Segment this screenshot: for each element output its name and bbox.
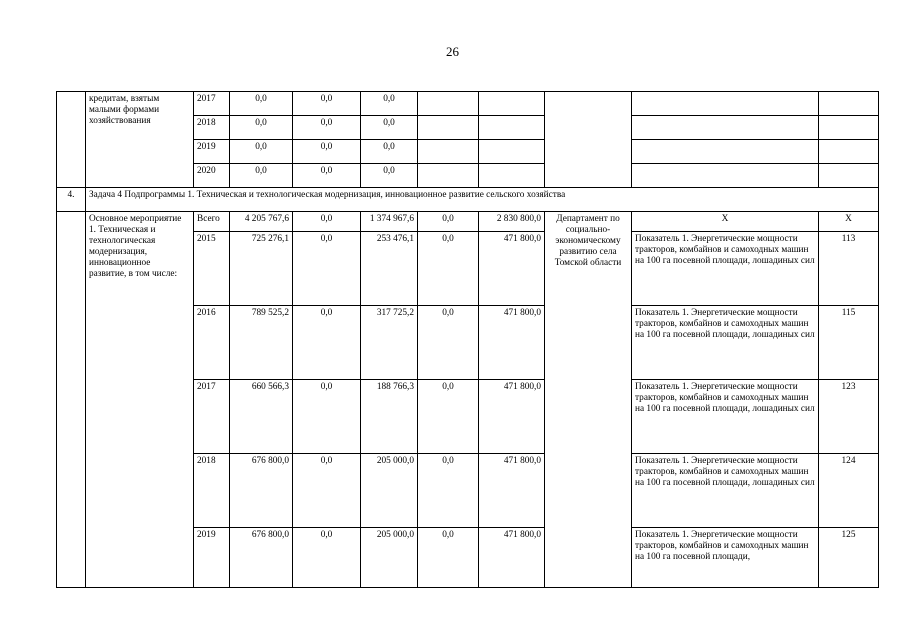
empty-cell <box>418 140 479 164</box>
indicator-cell: Показатель 1. Энергетические мощности тракторов, комбайнов и самоходных машин на 100 га посевной площади, <box>632 528 819 588</box>
indicator-cell <box>632 140 819 164</box>
federal-cell: 0,0 <box>293 380 361 454</box>
empty-cell <box>479 92 545 116</box>
year-cell: 2017 <box>194 380 230 454</box>
federal-cell: 0,0 <box>293 232 361 306</box>
total-cell: 676 800,0 <box>230 528 293 588</box>
page-number: 26 <box>446 44 459 59</box>
value-cell: 0,0 <box>293 164 361 188</box>
total-cell: 789 525,2 <box>230 306 293 380</box>
empty-cell <box>418 116 479 140</box>
department-cell <box>545 92 632 188</box>
indicator-cell: Показатель 1. Энергетические мощности тракторов, комбайнов и самоходных машин на 100 га посевной площади, лошадиных сил <box>632 380 819 454</box>
indicator-value-cell: 115 <box>819 306 879 380</box>
indicator-value-cell <box>819 92 879 116</box>
local-cell: 0,0 <box>418 454 479 528</box>
value-cell: 0,0 <box>230 116 293 140</box>
indicator-cell: Х <box>632 212 819 232</box>
indicator-cell: Показатель 1. Энергетические мощности тракторов, комбайнов и самоходных машин на 100 га посевной площади, лошадиных сил <box>632 232 819 306</box>
value-cell: 0,0 <box>293 140 361 164</box>
value-cell: 0,0 <box>361 116 418 140</box>
empty-cell <box>418 92 479 116</box>
department-cell: Департамент по социально-экономическому развитию села Томской области <box>545 212 632 588</box>
empty-cell <box>479 164 545 188</box>
indicator-value-cell <box>819 164 879 188</box>
local-cell: 0,0 <box>418 232 479 306</box>
regional-cell: 253 476,1 <box>361 232 418 306</box>
local-cell: 0,0 <box>418 306 479 380</box>
year-cell: 2019 <box>194 528 230 588</box>
task-title: Задача 4 Подпрограммы 1. Техническая и технологическая модернизация, инновационное развитие сельского хозяйства <box>86 188 879 212</box>
local-cell: 0,0 <box>418 528 479 588</box>
regional-cell: 205 000,0 <box>361 528 418 588</box>
empty-cell <box>479 140 545 164</box>
year-cell: 2016 <box>194 306 230 380</box>
indicator-value-cell: 125 <box>819 528 879 588</box>
measure-description: Основное мероприятие 1. Техническая и технологическая модернизация, инновационное развитие, в том числе: <box>86 212 194 588</box>
row-number-cell <box>57 92 86 188</box>
total-cell: 4 205 767,6 <box>230 212 293 232</box>
year-cell: 2017 <box>194 92 230 116</box>
empty-cell <box>479 116 545 140</box>
empty-cell <box>418 164 479 188</box>
total-cell: 676 800,0 <box>230 454 293 528</box>
year-cell: 2020 <box>194 164 230 188</box>
value-cell: 0,0 <box>293 92 361 116</box>
year-cell: 2018 <box>194 454 230 528</box>
year-cell: 2019 <box>194 140 230 164</box>
regional-cell: 188 766,3 <box>361 380 418 454</box>
total-cell: 725 276,1 <box>230 232 293 306</box>
extra-cell: 2 830 800,0 <box>479 212 545 232</box>
year-cell: 2015 <box>194 232 230 306</box>
indicator-cell: Показатель 1. Энергетические мощности тракторов, комбайнов и самоходных машин на 100 га посевной площади, лошадиных сил <box>632 306 819 380</box>
indicator-value-cell <box>819 140 879 164</box>
extra-cell: 471 800,0 <box>479 380 545 454</box>
indicator-cell <box>632 164 819 188</box>
description-cell: кредитам, взятым малыми формами хозяйствования <box>86 92 194 188</box>
indicator-cell <box>632 92 819 116</box>
local-cell: 0,0 <box>418 380 479 454</box>
extra-cell: 471 800,0 <box>479 528 545 588</box>
value-cell: 0,0 <box>293 116 361 140</box>
regional-cell: 317 725,2 <box>361 306 418 380</box>
table-row <box>57 92 879 116</box>
local-cell: 0,0 <box>418 212 479 232</box>
regional-cell: 1 374 967,6 <box>361 212 418 232</box>
indicator-cell <box>632 116 819 140</box>
value-cell: 0,0 <box>230 164 293 188</box>
extra-cell: 471 800,0 <box>479 232 545 306</box>
indicator-value-cell <box>819 116 879 140</box>
value-cell: 0,0 <box>361 140 418 164</box>
year-cell: Всего <box>194 212 230 232</box>
row-number-cell <box>57 212 86 588</box>
value-cell: 0,0 <box>230 92 293 116</box>
year-cell: 2018 <box>194 116 230 140</box>
table-row <box>57 212 879 232</box>
task-row <box>57 188 879 212</box>
indicator-value-cell: 113 <box>819 232 879 306</box>
federal-cell: 0,0 <box>293 454 361 528</box>
total-cell: 660 566,3 <box>230 380 293 454</box>
extra-cell: 471 800,0 <box>479 306 545 380</box>
federal-cell: 0,0 <box>293 528 361 588</box>
extra-cell: 471 800,0 <box>479 454 545 528</box>
program-table <box>56 91 879 588</box>
indicator-value-cell: 124 <box>819 454 879 528</box>
value-cell: 0,0 <box>361 92 418 116</box>
indicator-cell: Показатель 1. Энергетические мощности тракторов, комбайнов и самоходных машин на 100 га посевной площади, лошадиных сил <box>632 454 819 528</box>
value-cell: 0,0 <box>361 164 418 188</box>
value-cell: 0,0 <box>230 140 293 164</box>
federal-cell: 0,0 <box>293 306 361 380</box>
federal-cell: 0,0 <box>293 212 361 232</box>
indicator-value-cell: 123 <box>819 380 879 454</box>
indicator-value-cell: Х <box>819 212 879 232</box>
task-number: 4. <box>57 188 86 212</box>
regional-cell: 205 000,0 <box>361 454 418 528</box>
